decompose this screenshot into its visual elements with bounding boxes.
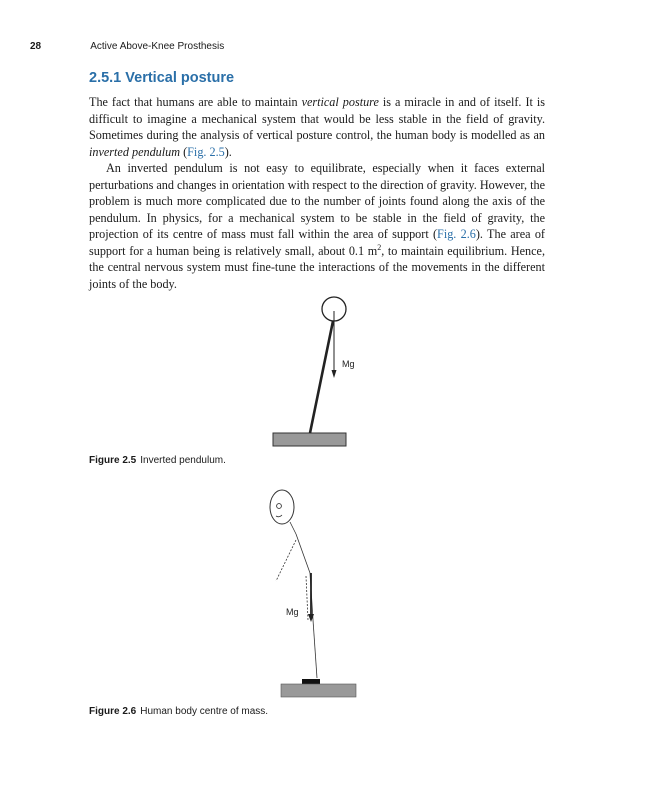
head-outline xyxy=(270,490,294,524)
caption-label: Figure 2.5 xyxy=(89,455,137,466)
body-text xyxy=(89,94,545,292)
p1-term-vertical-posture: vertical posture xyxy=(301,95,379,109)
figure-2-6-caption xyxy=(89,706,268,717)
force-label-mg: Mg xyxy=(286,607,299,617)
shank xyxy=(313,620,317,678)
neck xyxy=(290,522,296,534)
gravity-arrowhead xyxy=(332,370,337,378)
foot xyxy=(302,679,320,684)
caption-label: Figure 2.6 xyxy=(89,706,137,717)
figure-2-5-diagram xyxy=(260,290,370,455)
trunk xyxy=(296,534,310,573)
p2-text-1: An inverted pendulum is not easy to equilibrate, especially when it faces external perturbations and changes in orientation with respect to the direction of gravity. However, the problem is much more complicated due to the number of joints found along the axis of the pendulum. In physics, for a mechanical system to be stable in the field of gravity, the projection of its centre of mass must fall within the area of support ( xyxy=(89,161,545,241)
p1-text-3: ( xyxy=(180,144,188,159)
caption-text: Inverted pendulum. xyxy=(140,455,226,466)
paragraph-1 xyxy=(89,94,545,160)
p2-text-2: ). The area of support for a human being is relatively small, about 0.1 m xyxy=(89,227,545,258)
p2-superscript: 2 xyxy=(377,242,382,252)
p1-text-4: ). xyxy=(224,144,232,159)
pendulum-base xyxy=(273,433,346,446)
figure-2-6-link[interactable]: Fig. 2.6 xyxy=(437,227,476,241)
book-title: Active Above-Knee Prosthesis xyxy=(90,41,225,52)
p1-term-inverted-pendulum: inverted pendulum xyxy=(89,144,181,159)
ground-support xyxy=(281,684,356,697)
section-title: 2.5.1 Vertical posture xyxy=(89,70,235,86)
p2-text-3: , to maintain equilibrium. Hence, the central nervous system must fine-tune the interactions of the movements in the different joints of the body. xyxy=(89,243,545,291)
arm xyxy=(276,540,296,581)
figure-2-5-caption xyxy=(89,455,226,466)
p1-text-2: is a miracle in and of itself. It is difficult to imagine a mechanical system that would be less stable in the field of gravity. Sometimes during the analysis of vertical posture control, the human body is modelled as an xyxy=(89,95,546,142)
running-head xyxy=(30,41,224,52)
force-label-mg: Mg xyxy=(342,359,355,369)
thigh-back xyxy=(306,576,308,620)
p1-text-1: The fact that humans are able to maintain xyxy=(89,95,302,109)
figure-2-5-link[interactable]: Fig. 2.5 xyxy=(187,144,225,159)
figure-2-6-diagram xyxy=(260,480,370,705)
paragraph-2 xyxy=(89,160,545,292)
page-number: 28 xyxy=(30,41,42,52)
pendulum-rod xyxy=(310,321,333,433)
caption-text: Human body centre of mass. xyxy=(140,706,269,717)
